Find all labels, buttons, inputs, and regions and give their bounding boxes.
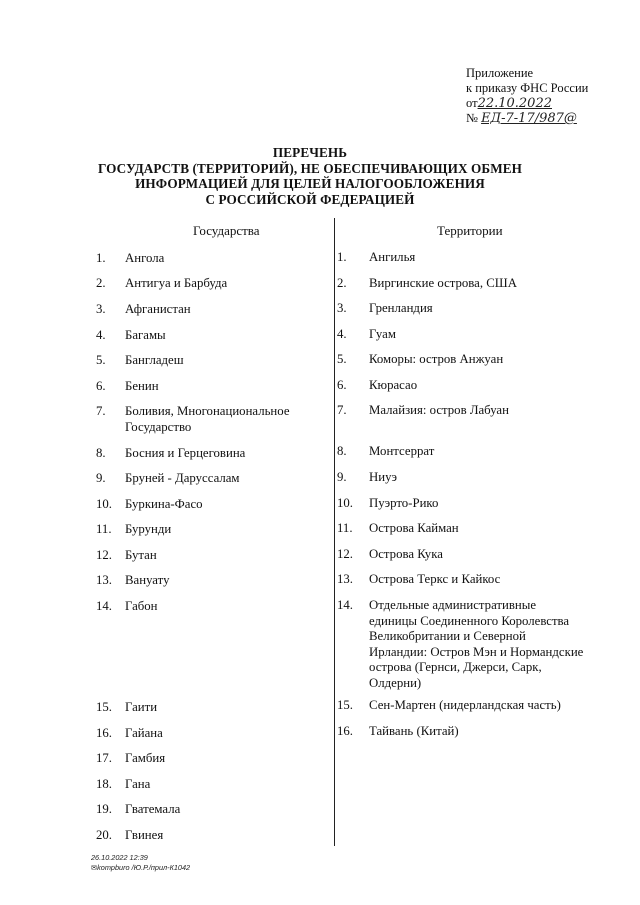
- territories-column-header: Территории: [437, 223, 503, 238]
- territory-item-name: Острова Кайман: [369, 521, 459, 535]
- state-item-name: Бенин: [125, 379, 159, 393]
- territory-item-name: Тайвань (Китай): [369, 724, 459, 738]
- state-item-name: Бруней - Даруссалам: [125, 471, 240, 485]
- states-column-header: Государства: [193, 223, 260, 238]
- state-item-number: 17.: [96, 751, 112, 765]
- territory-item-name: Отдельные административные единицы Соединенного Королевства Великобритании и Северной Ирландии: Остров Мэн и Нормандские острова (Гернси, Джерси, Сарк, Олдерни): [369, 598, 584, 690]
- territory-item-number: 15.: [337, 698, 353, 712]
- annex-number: ЕД-7-17/987@: [481, 111, 577, 126]
- territory-item-name: Пуэрто-Рико: [369, 496, 439, 510]
- territory-item-number: 3.: [337, 301, 347, 315]
- state-item-name: Гана: [125, 777, 151, 791]
- annex-number-prefix: №: [466, 111, 478, 125]
- annex-block: [466, 66, 588, 126]
- state-item-number: 16.: [96, 726, 112, 740]
- state-item-name: Буркина-Фасо: [125, 497, 203, 511]
- state-item-name: Гайана: [125, 726, 163, 740]
- state-item-name: Вануату: [125, 573, 170, 587]
- state-item-number: 5.: [96, 353, 106, 367]
- territory-item-number: 5.: [337, 352, 347, 366]
- state-item-number: 9.: [96, 471, 106, 485]
- footer-timestamp: 26.10.2022 12:39: [91, 853, 148, 862]
- territory-item-name: Гренландия: [369, 301, 433, 315]
- title-line-4: С РОССИЙСКОЙ ФЕДЕРАЦИЕЙ: [205, 191, 415, 207]
- state-item-number: 20.: [96, 828, 112, 842]
- annex-date: 22.10.2022: [477, 96, 552, 111]
- territory-item-number: 13.: [337, 572, 353, 586]
- title-line-2: ГОСУДАРСТВ (ТЕРРИТОРИЙ), НЕ ОБЕСПЕЧИВАЮЩИХ ОБМЕН: [98, 160, 522, 176]
- annex-number-line: [466, 111, 588, 126]
- territory-item-name: Ниуэ: [369, 470, 397, 484]
- state-item-number: 6.: [96, 379, 106, 393]
- territory-item-number: 2.: [337, 276, 347, 290]
- state-item-name: Ангола: [125, 251, 165, 265]
- state-item-number: 8.: [96, 446, 106, 460]
- territory-item-name: Кюрасао: [369, 378, 418, 392]
- state-item-number: 15.: [96, 700, 112, 714]
- territory-item-name: Коморы: остров Анжуан: [369, 352, 504, 366]
- state-item-number: 18.: [96, 777, 112, 791]
- state-item-name: Босния и Герцеговина: [125, 446, 246, 460]
- state-item-name: Антигуа и Барбуда: [125, 276, 228, 290]
- territory-item-number: 16.: [337, 724, 353, 738]
- territory-item-name: Малайзия: остров Лабуан: [369, 403, 509, 417]
- state-item-name: Гвинея: [125, 828, 164, 842]
- territory-item-name: Виргинские острова, США: [369, 276, 517, 290]
- territory-item-name: Ангилья: [369, 250, 416, 264]
- state-item-name: Гамбия: [125, 751, 166, 765]
- state-item-name: Боливия, Многонациональное Государство: [125, 404, 290, 434]
- state-item-number: 11.: [96, 522, 112, 536]
- state-item-number: 2.: [96, 276, 106, 290]
- column-divider: [334, 218, 335, 846]
- state-item-number: 14.: [96, 599, 112, 613]
- state-item-number: 10.: [96, 497, 112, 511]
- state-item-name: Багамы: [125, 328, 166, 342]
- state-item-number: 12.: [96, 548, 112, 562]
- territory-item-number: 7.: [337, 403, 347, 417]
- territory-item-name: Сен-Мартен (нидерландская часть): [369, 698, 561, 712]
- state-item-name: Бурунди: [125, 522, 172, 536]
- territory-item-number: 12.: [337, 547, 353, 561]
- state-item-number: 3.: [96, 302, 106, 316]
- footer-path-line: [91, 863, 190, 873]
- footer-path: kompburo /Ю.Р./прил-К1042: [97, 863, 191, 872]
- state-item-number: 1.: [96, 251, 106, 265]
- territory-item-number: 8.: [337, 444, 347, 458]
- territory-item-name: Острова Теркс и Кайкос: [369, 572, 501, 586]
- territory-item-number: 1.: [337, 250, 347, 264]
- territory-item-name: Гуам: [369, 327, 396, 341]
- footer: [91, 853, 190, 873]
- document-title: [0, 145, 640, 207]
- annex-title: Приложение: [466, 66, 534, 80]
- state-item-name: Бутан: [125, 548, 157, 562]
- state-item-number: 13.: [96, 573, 112, 587]
- territory-item-number: 10.: [337, 496, 353, 510]
- state-item-name: Габон: [125, 599, 158, 613]
- state-item-number: 4.: [96, 328, 106, 342]
- territory-item-number: 14.: [337, 598, 353, 612]
- territory-item-name: Монтсеррат: [369, 444, 435, 458]
- territory-item-number: 4.: [337, 327, 347, 341]
- territory-item-number: 11.: [337, 521, 353, 535]
- title-line-3: ИНФОРМАЦИЕЙ ДЛЯ ЦЕЛЕЙ НАЛОГООБЛОЖЕНИЯ: [135, 176, 485, 191]
- state-item-name: Гватемала: [125, 802, 181, 816]
- annex-date-prefix: от: [466, 96, 478, 110]
- territory-item-name: Острова Кука: [369, 547, 443, 561]
- state-item-name: Гаити: [125, 700, 158, 714]
- state-item-name: Бангладеш: [125, 353, 184, 367]
- state-item-number: 7.: [96, 404, 106, 418]
- state-item-name: Афганистан: [125, 302, 191, 316]
- title-line-1: ПЕРЕЧЕНЬ: [272, 145, 348, 160]
- annex-order-ref: к приказу ФНС России: [466, 81, 589, 95]
- annex-date-line: [466, 96, 588, 111]
- territory-item-number: 6.: [337, 378, 347, 392]
- state-item-number: 19.: [96, 802, 112, 816]
- territory-item-number: 9.: [337, 470, 347, 484]
- mail-icon: ✉: [91, 863, 98, 872]
